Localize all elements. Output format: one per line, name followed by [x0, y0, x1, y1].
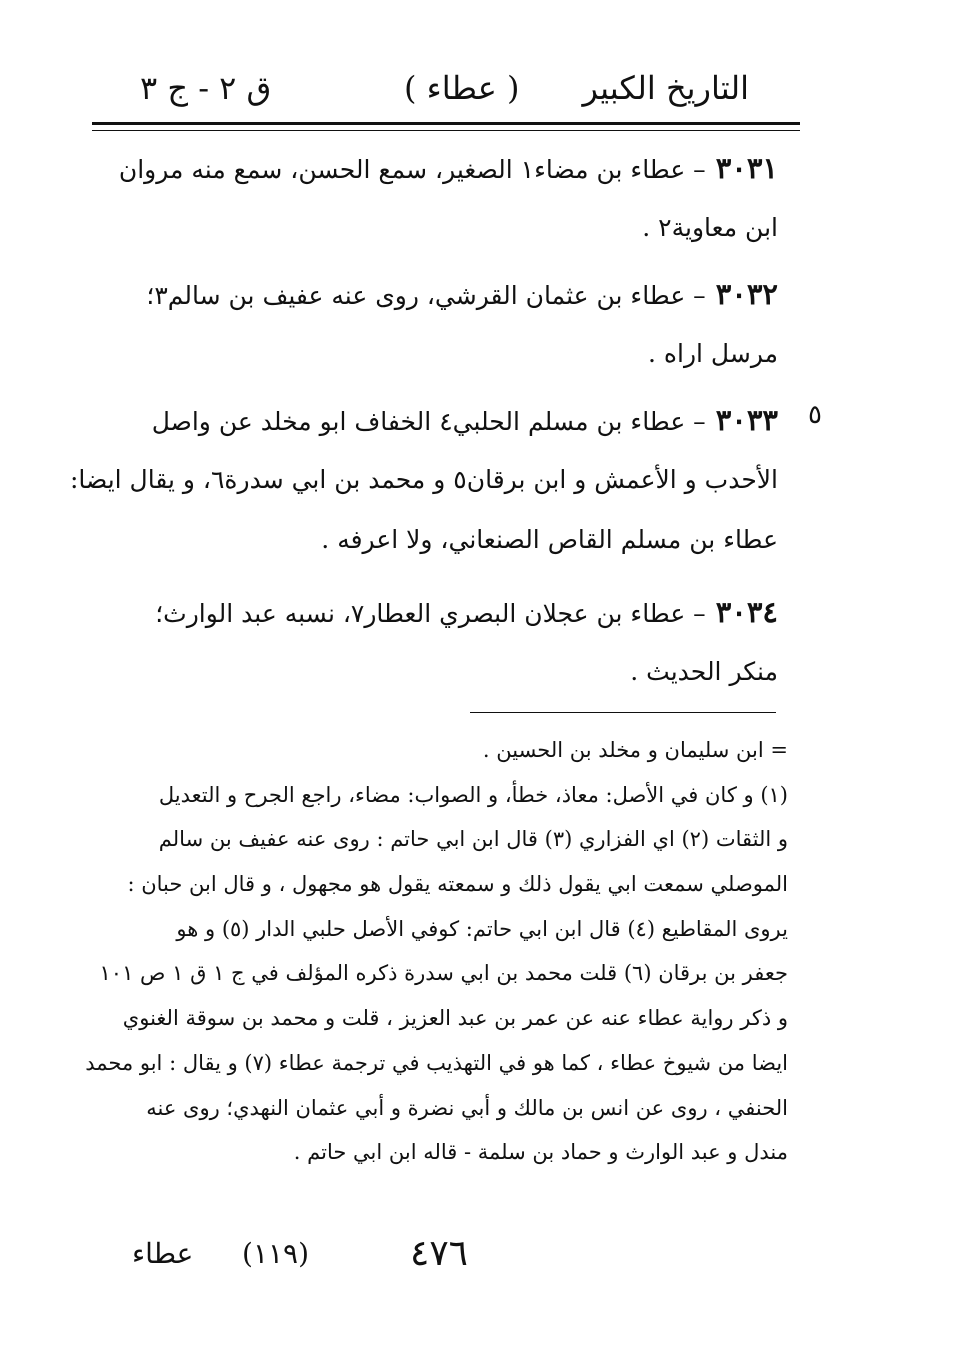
footnote-line: و الثقات (٢) اي الفزاري (٣) قال ابن ابي حاتم : روى عنه عفيف بن سالم: [158, 827, 788, 852]
entry-line: ٣٠٣٤– عطاء بن عجلان البصري العطار٧، نسبه عبد الوارث؛: [155, 595, 778, 629]
entry-line: منكر الحديث .: [630, 657, 778, 686]
page-number: ٤٧٦: [410, 1233, 469, 1274]
footnote-line: الحنفي ، روى عن انس بن مالك و أبي نضرة و أبي عثمان النهدي؛ روى عنه: [146, 1095, 788, 1120]
footnote-line: و ذكر رواية عطاء عنه عن عمر بن عبد العزيز ، قلت و محمد بن سوقة الغنوي: [122, 1006, 788, 1031]
footnote-line: (١) و كان في الأصل: معاذ، خطأ، و الصواب: مضاء، راجع الجرح و التعديل: [158, 782, 788, 807]
header-rule-thin: [92, 130, 800, 131]
footnote-line: يروى المقاطيع (٤) قال ابن ابي حاتم: كوفي الأصل حلبي الدار (٥) و هو: [176, 916, 788, 941]
entry-3032: [118, 264, 778, 384]
section-heading: ( عطاء ): [404, 69, 520, 107]
footer-section-word: عطاء: [132, 1237, 194, 1270]
footnote-line: الموصلي سمعت ابي يقول ذلك و سمعته يقول هو مجهول ، و قال ابن حبان :: [127, 872, 788, 897]
footnote-line: مندل و عبد الوارث و حماد بن سلمة - قاله ابن ابي حاتم .: [293, 1140, 788, 1165]
footnote-separator: [470, 712, 776, 713]
entry-number: ٣٠٣٤: [715, 595, 778, 629]
entry-line: عطاء بن مسلم القاص الصنعاني، ولا اعرفه .: [321, 525, 778, 554]
entry-number: ٣٠٣٢: [715, 277, 778, 311]
entry-line: ٣٠٣٢– عطاء بن عثمان القرشي، روى عنه عفيف بن سالم٣؛: [146, 277, 778, 311]
entry-3034: [118, 582, 778, 702]
section-number: (١١٩): [242, 1237, 309, 1270]
entry-3031: [118, 138, 778, 258]
entry-line: مرسل اراه .: [648, 339, 778, 368]
book-title: التاريخ الكبير: [582, 69, 749, 107]
entry-3033: [69, 390, 778, 570]
volume-label: ق ٢ - ج ٣: [140, 69, 272, 107]
entry-number: ٣٠٣١: [715, 151, 778, 185]
entry-number: ٣٠٣٣: [715, 403, 778, 437]
margin-line-number: ٥: [808, 400, 822, 430]
footnote-line: ايضا من شيوخ عطاء ، كما هو في التهذيب في ترجمة عطاء (٧) و يقال : ابو محمد: [85, 1050, 788, 1075]
entry-line: ٣٠٣٣– عطاء بن مسلم الحلبي٤ الخفاف ابو مخلد عن واصل: [151, 403, 778, 437]
entry-line: ابن معاوية٢ .: [642, 213, 778, 242]
footnotes: [85, 728, 788, 1175]
footnote-line: = ابن سليمان و مخلد بن الحسين .: [482, 738, 788, 762]
entry-line: الأحدب و الأعمش و ابن برقان٥ و محمد بن ابي سدرة٦، و يقال ايضا:: [69, 465, 778, 494]
header-rule: [92, 122, 800, 125]
entry-line: ٣٠٣١– عطاء بن مضاء١ الصغير، سمع الحسن، سمع منه مروان: [118, 151, 778, 185]
footnote-line: جعفر بن برقان (٦) قلت محمد بن ابي سدرة ذكره المؤلف في ج ١ ق ١ ص ١٠١: [99, 961, 788, 986]
